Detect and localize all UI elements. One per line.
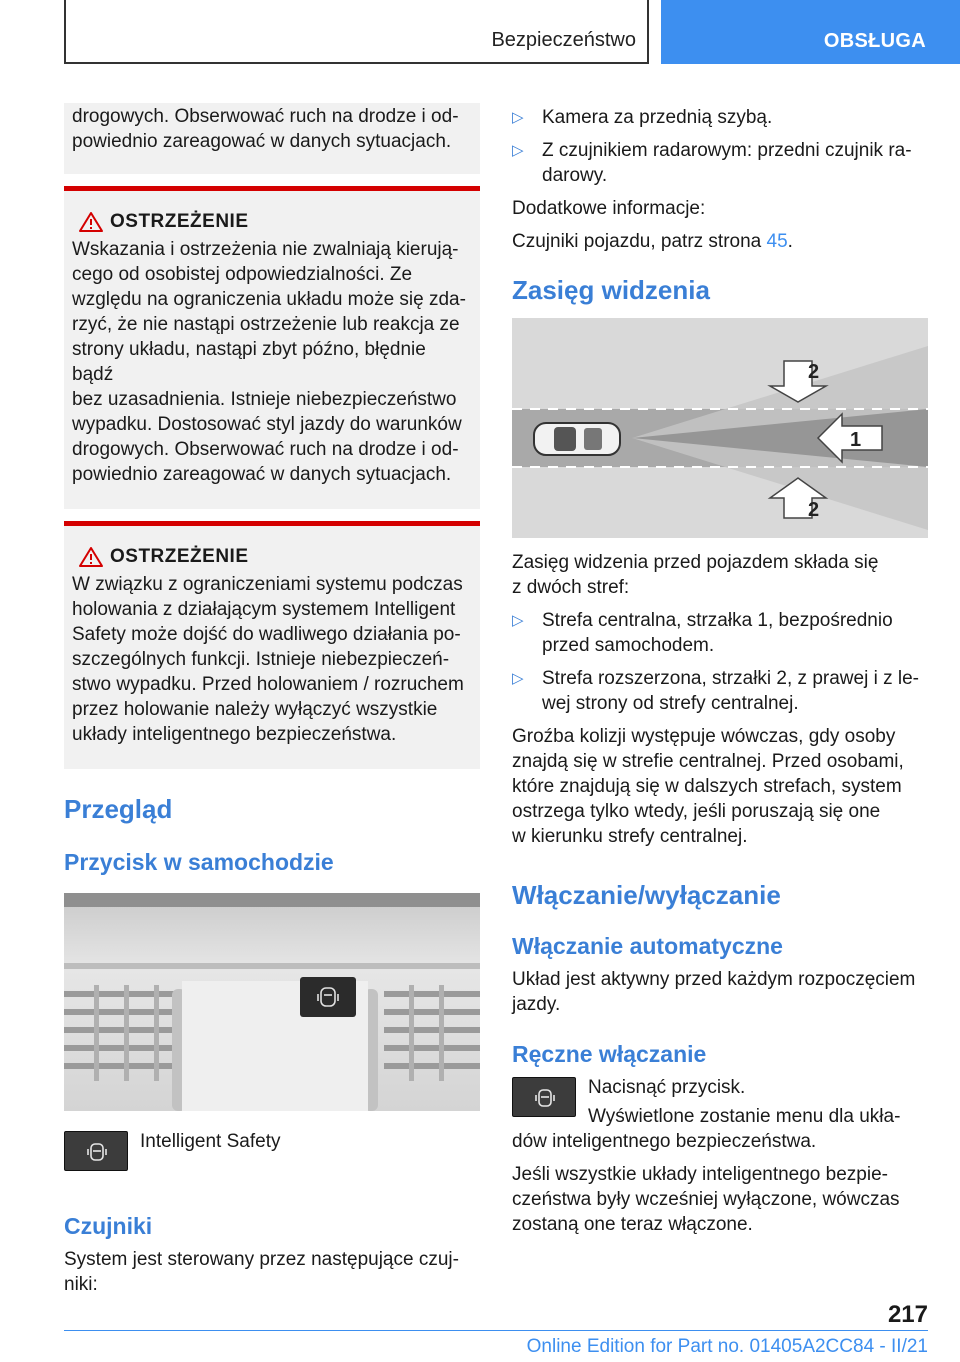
button-heading: Przycisk w samochodzie xyxy=(64,849,334,875)
text-line: wej strony od strefy centralnej. xyxy=(542,693,799,714)
text-line: przed samochodem. xyxy=(542,635,715,656)
text-line: bez uzasadnienia. Istnieje niebezpieczeństwo xyxy=(72,389,457,410)
sensors-heading: Czujniki xyxy=(64,1213,153,1239)
text-line: czeństwa były wcześniej wyłączone, wówczas xyxy=(512,1189,900,1210)
text-line: które znajdują się w dalszych strefach, system xyxy=(512,776,902,797)
text-line: zostaną one teraz włączone. xyxy=(512,1214,753,1235)
text-line: drogowych. Obserwować ruch na drodze i od- xyxy=(72,106,459,127)
text-line: System jest sterowany przez następujące czuj- xyxy=(64,1249,459,1270)
text-line: Wskazania i ostrzeżenia nie zwalniają kierują- xyxy=(72,239,459,260)
car-icon xyxy=(534,423,620,455)
triangle-bullet-icon: ▷ xyxy=(512,670,524,687)
text-line: powiednio zareagować w danych sytuacjach. xyxy=(72,464,452,485)
text-line: W związku z ograniczeniami systemu podczas xyxy=(72,574,463,595)
text-line: stwo wypadku. Przed holowaniem / rozruchem xyxy=(72,674,464,695)
button-caption: Intelligent Safety xyxy=(140,1131,281,1152)
manual-on-heading: Ręczne włączanie xyxy=(512,1041,707,1067)
warning-triangle-icon xyxy=(78,546,104,568)
triangle-bullet-icon: ▷ xyxy=(512,142,524,159)
warning-title xyxy=(72,209,472,237)
triangle-bullet-icon: ▷ xyxy=(512,109,524,126)
text-line: Strefa rozszerzona, strzałki 2, z prawej i z le- xyxy=(542,668,919,689)
text-line: znajdą się w strefie centralnej. Przed osobami, xyxy=(512,751,904,772)
extra-info-label: Dodatkowe informacje: xyxy=(512,198,706,219)
text-line: Strefa centralna, strzałka 1, bezpośrednio xyxy=(542,610,893,631)
page-number: 217 xyxy=(887,1301,928,1328)
arrow-label-bottom: 2 xyxy=(808,499,820,521)
warning-title-text: OSTRZEŻENIE xyxy=(110,546,249,567)
list-item xyxy=(512,666,928,716)
left-column xyxy=(64,103,480,1297)
text-line: Układ jest aktywny przed każdym rozpoczęciem xyxy=(512,969,916,990)
manual-row xyxy=(512,1075,928,1129)
text-line: powiednio zareagować w danych sytuacjach. xyxy=(72,131,452,152)
page-reference-link[interactable]: 45 xyxy=(766,231,788,252)
edition-info: Online Edition for Part no. 01405A2CC84 - II/21 xyxy=(526,1336,928,1357)
arrow-label-middle: 1 xyxy=(850,429,862,451)
text-line: Kamera za przednią szybą. xyxy=(542,107,773,128)
text-line: jazdy. xyxy=(512,994,561,1015)
car-sensor-icon xyxy=(535,1087,555,1109)
footer-divider xyxy=(64,1330,928,1331)
final-paragraph xyxy=(512,1162,928,1237)
text-line: Safety może dojść do wadliwego działania po- xyxy=(72,624,461,645)
continued-warning-box xyxy=(64,103,480,174)
text-line: drogowych. Obserwować ruch na drodze i od- xyxy=(72,439,459,460)
onoff-heading: Włączanie/wyłączanie xyxy=(512,880,781,910)
extra-info-end: . xyxy=(787,231,793,252)
warning-box-1 xyxy=(64,186,480,509)
text-line: Z czujnikiem radarowym: przedni czujnik ra- xyxy=(542,140,912,161)
warning-triangle-icon xyxy=(78,211,104,233)
text-line: szczególnych funkcji. Istnieje niebezpieczeń- xyxy=(72,649,450,670)
detection-range-figure xyxy=(512,318,928,538)
list-item xyxy=(512,105,928,130)
dashboard-button-photo xyxy=(64,893,480,1111)
text-line: Jeśli wszystkie układy inteligentnego bezpie- xyxy=(512,1164,888,1185)
extra-info-text xyxy=(512,229,928,254)
car-sensor-icon xyxy=(87,1141,107,1163)
text-line: dów inteligentnego bezpieczeństwa. xyxy=(512,1131,817,1152)
text-line: ostrzega tylko wtedy, jeśli poruszają się one xyxy=(512,801,881,822)
text-line: względu na ograniczenia układu może się zda- xyxy=(72,289,466,310)
text-line: niki: xyxy=(64,1274,98,1295)
arrow-label-top: 2 xyxy=(808,361,820,383)
text-line: Zasięg widzenia przed pojazdem składa się xyxy=(512,552,879,573)
text-line: Nacisnąć przycisk. xyxy=(588,1077,746,1098)
range-heading: Zasięg widzenia xyxy=(512,275,710,305)
header-section-title: Bezpieczeństwo xyxy=(491,29,636,51)
button-caption-row xyxy=(64,1129,480,1189)
text-line: w kierunku strefy centralnej. xyxy=(512,826,748,847)
text-line: z dwóch stref: xyxy=(512,577,630,598)
warning-box-2 xyxy=(64,521,480,769)
auto-on-heading: Włączanie automatyczne xyxy=(512,933,783,959)
text-line: strony układu, nastąpi zbyt późno, błędnie bądź xyxy=(72,339,426,385)
right-column xyxy=(512,103,928,1237)
list-item xyxy=(512,138,928,188)
extra-info-prefix: Czujniki pojazdu, patrz strona xyxy=(512,231,762,252)
header-chapter-tab[interactable] xyxy=(661,0,960,64)
warning-title-text: OSTRZEŻENIE xyxy=(110,211,249,232)
text-line: przez holowanie należy wyłączyć wszystkie xyxy=(72,699,438,720)
text-line: Groźba kolizji występuje wówczas, gdy osoby xyxy=(512,726,896,747)
text-line: holowania z działającym systemem Intelligent xyxy=(72,599,456,620)
warning-title xyxy=(72,544,472,572)
collision-paragraph xyxy=(512,724,928,849)
text-line: rzyć, że nie nastąpi ostrzeżenie lub reakcja ze xyxy=(72,314,460,335)
text-line: cego od osobistej odpowiedzialności. Ze xyxy=(72,264,413,285)
intelligent-safety-button-image xyxy=(512,1077,576,1117)
header-chapter-label: OBSŁUGA xyxy=(823,30,926,52)
list-item xyxy=(512,608,928,658)
text-line: układy inteligentnego bezpieczeństwa. xyxy=(72,724,397,745)
text-line: wypadku. Dostosować styl jazdy do warunków xyxy=(72,414,462,435)
text-line: darowy. xyxy=(542,165,608,186)
dashboard-photo-illustration xyxy=(64,893,480,1111)
overview-heading: Przegląd xyxy=(64,794,173,824)
intelligent-safety-button-image xyxy=(64,1131,128,1171)
triangle-bullet-icon: ▷ xyxy=(512,612,524,629)
text-line: Wyświetlone zostanie menu dla ukła- xyxy=(588,1106,901,1127)
detection-range-diagram xyxy=(512,318,928,538)
